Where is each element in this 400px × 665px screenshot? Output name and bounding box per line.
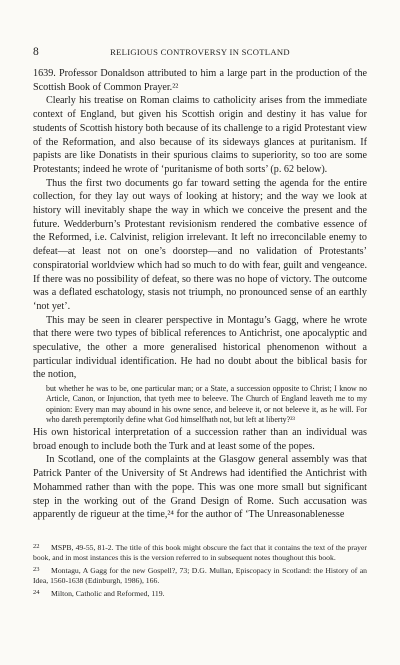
footnote-text: Milton, Catholic and Reformed, 119. (51, 589, 165, 598)
paragraph-1: 1639. Professor Donaldson attributed to him a large part in the production of the Scottish Book of Common Prayer.²² (33, 68, 367, 93)
block-quote: but whether he was to be, one particular man; or a State, a succession opposite to Christ; I know no Article, Canon, or Injunction, that tyeth mee to beleeve. The Church of England leaveth me to my opinion: Every man may abound in his owne sence, and beleeve it, or not beleeve it, as he will. For who dareth peremptorily define what God himselfhath not, but left at liberty?²³ (46, 384, 367, 424)
footnotes (33, 543, 367, 602)
footnote-text: Montagu, A Gagg for the new Gospell?, 73; D.G. Mullan, Episcopacy in Scotland: the History of an Idea, 1560-1638 (Edinburgh, 1986), 166. (33, 566, 367, 585)
footnote (33, 589, 367, 599)
footnote (33, 543, 367, 563)
page-number: 8 (33, 46, 39, 58)
footnote-number: 22 (33, 543, 40, 550)
footnote-number: 23 (33, 566, 40, 573)
page-header (33, 46, 367, 60)
paragraph-6: In Scotland, one of the complaints at the Glasgow general assembly was that Patrick Panter of the University of St Andrews had identified the Antichrist with Mohammed rather than with the pope. This was one more small but significant step in the working out of the Grand Design of Rome. Such accusation was apparently de rigueur at the time,²⁴ for the author of ‘The Unreasonablenesse (33, 454, 367, 521)
running-title: RELIGIOUS CONTROVERSY IN SCOTLAND (110, 47, 290, 57)
body-text (33, 67, 367, 522)
paragraph-2: Clearly his treatise on Roman claims to catholicity arises from the immediate context of England, but given his Scottish origin and destiny it has value for students of Scottish history both because of its challenge to a rigid Protestant view of the Reformation, and also because of its sideways glances at puritanism. If papists are like Donatists in their spurious claims to superiority, so too are some Protestants; indeed he wrote of ‘puritanisme of both sorts’ (p. 62 below). (33, 95, 367, 175)
footnote-text: MSPB, 49-55, 81-2. The title of this book might obscure the fact that it contains the text of the prayer book, and in most instances this is the version referred to in subsequent notes thoughout this book. (33, 543, 367, 562)
paragraph-3: Thus the first two documents go far toward setting the agenda for the entire collection, for they lay out ways of looking at history; and the way we look at history will inevitably shape the way in which we conceive the present and the future. Wedderburn’s Protestant revisionism rendered the combative essence of the Reformed, i.e. Calvinist, religion irrelevant. It left no irreconcilable enemy to defeat—at least not on one’s doorstep—and no validation of Protestants’ conspiratorial worldview which had so much to do with fear, guilt and vengeance. If there was no possibility of defeat, so there was no hope of victory. The outcome was a deflated eschatology, stasis not triumph, no pronounced sense of an earthly ‘not yet’. (33, 177, 367, 312)
paragraph-5: His own historical interpretation of a succession rather than an individual was broad enough to include both the Turk and at least some of the popes. (33, 426, 367, 452)
footnote-number: 24 (33, 589, 40, 596)
footnote (33, 566, 367, 586)
paragraph-4: This may be seen in clearer perspective in Montagu’s Gagg, where he wrote that there were two types of biblical references to Antichrist, one apocalyptic and speculative, the other a more generalised historical phenomenon without a particular individual identification. He had no doubt about the biblical basis for the notion, (33, 314, 367, 381)
